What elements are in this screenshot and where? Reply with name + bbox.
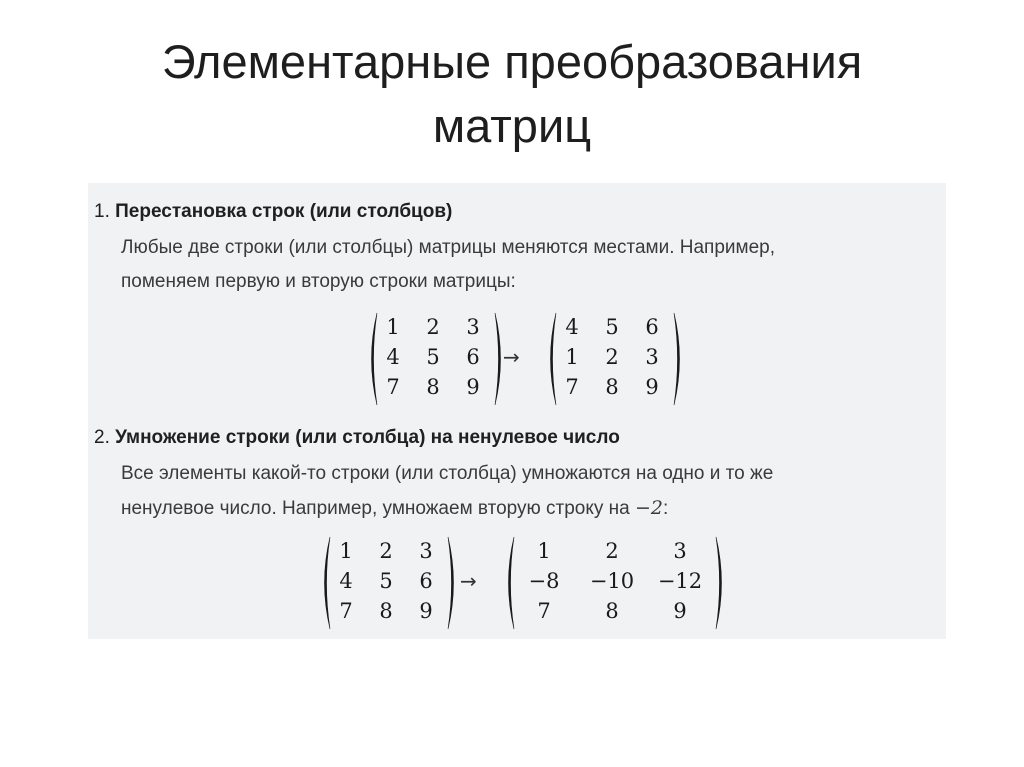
item1-matrix-equation xyxy=(88,311,946,411)
matrix-cell: 2 xyxy=(605,539,619,563)
matrix-cell: 8 xyxy=(605,599,619,623)
matrix-cell: 8 xyxy=(426,375,440,399)
matrix-cell: 4 xyxy=(565,315,579,339)
matrix-cell: 6 xyxy=(419,569,433,593)
matrix-cell: 1 xyxy=(565,345,579,369)
matrix-cell: 4 xyxy=(339,569,353,593)
matrix-cell: 7 xyxy=(339,599,353,623)
matrix-cell: −12 xyxy=(657,569,703,593)
item2-desc-line2 xyxy=(121,491,773,526)
item2-desc-line2-end: : xyxy=(663,498,669,519)
item2-heading xyxy=(94,427,620,449)
matrix-cell: −10 xyxy=(589,569,635,593)
arrow-icon: → xyxy=(460,569,477,593)
item2-matrix-equation xyxy=(88,535,946,635)
matrix-cell: 9 xyxy=(466,375,480,399)
matrix-cell: 7 xyxy=(537,599,551,623)
matrix-cell: 2 xyxy=(379,539,393,563)
matrix-cell: 2 xyxy=(605,345,619,369)
item1-heading xyxy=(94,201,452,223)
matrix-cell: 3 xyxy=(419,539,433,563)
matrix-cell: 8 xyxy=(379,599,393,623)
item1-title: Перестановка строк (или столбцов) xyxy=(115,201,453,222)
matrix-cell: 2 xyxy=(426,315,440,339)
matrix-cell: 4 xyxy=(386,345,400,369)
matrix-cell: 3 xyxy=(645,345,659,369)
matrix-cell: 5 xyxy=(605,315,619,339)
item2-multiplier: −2 xyxy=(635,497,664,519)
matrix-cell: 3 xyxy=(673,539,687,563)
slide-title-line1: Элементарные преобразования xyxy=(161,35,863,88)
item2-description xyxy=(121,457,773,526)
item1-desc-line1: Любые две строки (или столбцы) матрицы меняются местами. Например, xyxy=(121,237,775,258)
matrix-cell: 5 xyxy=(379,569,393,593)
arrow-icon: → xyxy=(503,345,520,369)
content-panel xyxy=(88,183,946,639)
matrix-cell: 5 xyxy=(426,345,440,369)
matrix-cell: 9 xyxy=(673,599,687,623)
matrix-cell: −8 xyxy=(528,569,560,593)
item1-number: 1. xyxy=(94,201,110,222)
item2-title: Умножение строки (или столбца) на ненулевое число xyxy=(115,427,620,448)
right-paren xyxy=(714,535,728,631)
item2-number: 2. xyxy=(94,427,110,448)
matrix-cell: 1 xyxy=(386,315,400,339)
matrix-cell: 9 xyxy=(419,599,433,623)
matrix-cell: 1 xyxy=(537,539,551,563)
matrix-cell: 9 xyxy=(645,375,659,399)
matrix-cell: 1 xyxy=(339,539,353,563)
item2-desc-line2-text: ненулевое число. Например, умножаем вторую строку на xyxy=(121,498,630,519)
matrix-cell: 6 xyxy=(466,345,480,369)
matrix-cell: 7 xyxy=(565,375,579,399)
right-paren xyxy=(446,535,460,631)
item1-desc-line2: поменяем первую и вторую строки матрицы: xyxy=(121,271,516,292)
matrix-cell: 8 xyxy=(605,375,619,399)
matrix-cell: 6 xyxy=(645,315,659,339)
item1-description xyxy=(121,231,775,299)
item2-desc-line1: Все элементы какой-то строки (или столбца) умножаются на одно и то же xyxy=(121,463,774,484)
slide-title xyxy=(0,30,1024,158)
matrix-cell: 3 xyxy=(466,315,480,339)
slide-title-line2: матриц xyxy=(432,99,592,152)
right-paren xyxy=(672,311,686,407)
matrix-cell: 7 xyxy=(386,375,400,399)
